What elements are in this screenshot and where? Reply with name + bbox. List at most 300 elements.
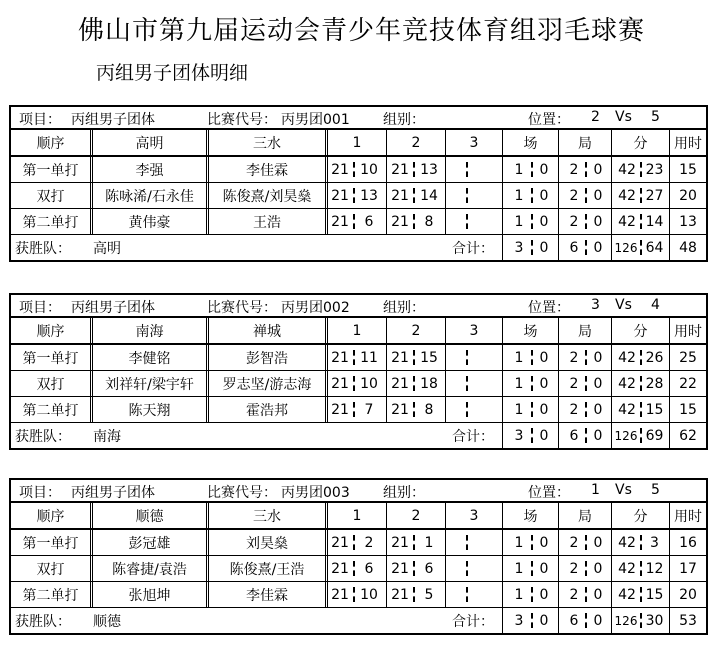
- player-b: 王浩: [253, 214, 281, 231]
- g2-b: 5: [424, 586, 434, 603]
- position-label: 位置：: [528, 485, 570, 501]
- table-row: [11, 183, 706, 209]
- p-b: 23: [645, 161, 664, 178]
- matches-header: 场: [523, 323, 538, 340]
- column-divider: [558, 556, 559, 581]
- g1-a: 21: [331, 586, 349, 603]
- player-a: 张旭坤: [128, 587, 171, 604]
- c-b: 0: [539, 534, 549, 551]
- column-divider: [669, 556, 670, 581]
- sum-j-b: 0: [593, 612, 603, 629]
- j-a: 2: [569, 213, 579, 230]
- column-divider: [669, 530, 670, 555]
- column-divider: [669, 130, 670, 155]
- column-divider: [386, 209, 387, 234]
- match-table: [9, 105, 708, 262]
- c-b: 0: [539, 401, 549, 418]
- project-value: 丙组男子团体: [71, 300, 155, 316]
- j-b: 0: [593, 349, 603, 366]
- c-a: 1: [514, 187, 524, 204]
- player-b: 彭智浩: [246, 350, 288, 367]
- code-label: 比赛代号：: [207, 300, 277, 316]
- column-divider: [90, 209, 93, 234]
- column-divider: [669, 157, 670, 182]
- column-divider: [386, 582, 387, 607]
- g1-b: 6: [364, 213, 374, 230]
- column-divider: [325, 209, 328, 234]
- column-divider: [386, 503, 387, 528]
- column-divider: [558, 582, 559, 607]
- team-a-name: 南海: [135, 323, 164, 340]
- position-b: 5: [651, 109, 660, 125]
- c-b: 0: [539, 349, 549, 366]
- column-divider: [669, 423, 670, 448]
- g1-b: 10: [360, 375, 378, 392]
- match-info-row: [11, 480, 706, 503]
- game1-header: 1: [352, 134, 362, 151]
- p-a: 42: [618, 161, 636, 178]
- sum-c-b: 0: [539, 612, 549, 629]
- game1-header: 1: [352, 507, 362, 524]
- match-table: [9, 293, 708, 450]
- column-divider: [502, 183, 503, 208]
- c-a: 1: [514, 534, 524, 551]
- sum-c-a: 3: [514, 239, 524, 256]
- column-divider: [325, 582, 328, 607]
- order-cell: 第二单打: [22, 214, 79, 231]
- player-a: 李健铭: [128, 350, 171, 367]
- p-b: 15: [645, 586, 664, 603]
- p-b: 14: [645, 213, 664, 230]
- header-row: [11, 503, 706, 530]
- game3-header: 3: [469, 507, 479, 524]
- g1-a: 21: [331, 375, 349, 392]
- column-divider: [445, 157, 446, 182]
- player-b: 刘昊燊: [246, 535, 288, 552]
- table-row: [11, 209, 706, 235]
- g1-a: 21: [331, 534, 349, 551]
- sum-j-a: 6: [569, 427, 579, 444]
- time-cell: 16: [679, 534, 697, 551]
- c-a: 1: [514, 213, 524, 230]
- g2-a: 21: [391, 213, 409, 230]
- j-b: 0: [593, 401, 603, 418]
- table-row: [11, 371, 706, 397]
- sum-c-a: 3: [514, 612, 524, 629]
- order-cell: 第一单打: [22, 535, 79, 552]
- column-divider: [90, 530, 93, 555]
- j-a: 2: [569, 401, 579, 418]
- sum-p-b: 64: [645, 239, 664, 256]
- p-b: 15: [645, 401, 664, 418]
- g1-b: 10: [360, 586, 378, 603]
- column-divider: [502, 130, 503, 155]
- g2-a: 21: [391, 560, 409, 577]
- column-divider: [90, 503, 93, 528]
- column-divider: [669, 503, 670, 528]
- project-value: 丙组男子团体: [71, 112, 155, 128]
- column-divider: [611, 582, 612, 607]
- column-divider: [502, 530, 503, 555]
- column-divider: [90, 556, 93, 581]
- g1-b: 11: [360, 349, 378, 366]
- order-cell: 双打: [36, 188, 65, 205]
- column-divider: [445, 503, 446, 528]
- column-divider: [611, 235, 612, 260]
- player-a: 李强: [135, 162, 164, 179]
- p-b: 12: [645, 560, 664, 577]
- column-divider: [90, 345, 93, 370]
- score-separator: [466, 561, 468, 576]
- column-divider: [386, 530, 387, 555]
- order-cell: 第二单打: [22, 402, 79, 419]
- sum-p-a: 126: [614, 240, 638, 255]
- points-header: 分: [633, 508, 648, 525]
- p-b: 3: [650, 534, 659, 551]
- c-b: 0: [539, 161, 549, 178]
- page-subtitle: 丙组男子团体明细: [96, 62, 249, 84]
- player-b: 陈俊熹/刘昊燊: [222, 188, 312, 205]
- column-divider: [611, 608, 612, 633]
- column-divider: [502, 157, 503, 182]
- j-a: 2: [569, 161, 579, 178]
- table-row: [11, 556, 706, 582]
- column-divider: [502, 503, 503, 528]
- sum-j-a: 6: [569, 239, 579, 256]
- column-divider: [445, 130, 446, 155]
- p-a: 42: [618, 401, 636, 418]
- player-a: 陈睿捷/袁浩: [112, 561, 187, 578]
- position-b: 4: [651, 297, 660, 313]
- summary-row: [11, 235, 706, 260]
- score-separator: [466, 188, 468, 203]
- player-b: 李佳霖: [246, 162, 288, 179]
- column-divider: [558, 209, 559, 234]
- column-divider: [502, 423, 503, 448]
- total-label: 合计：: [452, 240, 494, 257]
- column-divider: [325, 318, 328, 343]
- sum-p-b: 69: [645, 427, 664, 444]
- team-a-name: 顺德: [135, 508, 164, 525]
- column-divider: [558, 235, 559, 260]
- column-divider: [611, 556, 612, 581]
- score-separator: [466, 376, 468, 391]
- column-divider: [325, 157, 328, 182]
- sum-p-b: 30: [645, 612, 664, 629]
- group-label: 组别：: [383, 112, 425, 128]
- sum-time: 53: [679, 612, 697, 629]
- column-divider: [206, 582, 209, 607]
- matches-header: 场: [523, 508, 538, 525]
- position-a: 3: [591, 297, 600, 313]
- time-header: 用时: [674, 135, 702, 152]
- player-b: 霍浩邦: [246, 402, 288, 419]
- winner-value: 南海: [93, 428, 121, 445]
- column-divider: [325, 397, 328, 422]
- j-b: 0: [593, 187, 603, 204]
- table-row: [11, 582, 706, 608]
- column-divider: [445, 582, 446, 607]
- order-cell: 双打: [36, 376, 65, 393]
- p-a: 42: [618, 349, 636, 366]
- games-header: 局: [578, 135, 592, 152]
- g1-a: 21: [331, 213, 349, 230]
- time-cell: 13: [679, 213, 697, 230]
- time-cell: 17: [679, 560, 697, 577]
- column-divider: [502, 318, 503, 343]
- c-a: 1: [514, 349, 524, 366]
- team-b-name: 三水: [253, 135, 281, 152]
- j-a: 2: [569, 349, 579, 366]
- column-divider: [558, 530, 559, 555]
- page-title: 佛山市第九届运动会青少年竞技体育组羽毛球赛: [78, 16, 646, 46]
- p-b: 26: [645, 349, 664, 366]
- score-separator: [466, 214, 468, 229]
- order-cell: 第二单打: [22, 587, 79, 604]
- team-b-name: 三水: [253, 508, 281, 525]
- sum-time: 48: [679, 239, 697, 256]
- g2-a: 21: [391, 187, 409, 204]
- g1-a: 21: [331, 401, 349, 418]
- column-divider: [558, 157, 559, 182]
- column-divider: [206, 318, 209, 343]
- g2-b: 6: [424, 560, 434, 577]
- column-divider: [206, 371, 209, 396]
- matches-header: 场: [523, 135, 538, 152]
- games-header: 局: [578, 508, 592, 525]
- position-label: 位置：: [528, 112, 570, 128]
- sum-c-b: 0: [539, 427, 549, 444]
- position-a: 2: [591, 109, 600, 125]
- table-row: [11, 397, 706, 423]
- time-header: 用时: [674, 323, 702, 340]
- j-b: 0: [593, 560, 603, 577]
- p-a: 42: [618, 586, 636, 603]
- points-header: 分: [633, 323, 648, 340]
- column-divider: [502, 397, 503, 422]
- time-cell: 15: [679, 161, 697, 178]
- team-b-name: 禅城: [253, 323, 281, 340]
- g1-b: 10: [360, 161, 378, 178]
- g2-b: 1: [424, 534, 434, 551]
- table-row: [11, 345, 706, 371]
- column-divider: [669, 608, 670, 633]
- g2-b: 14: [420, 187, 438, 204]
- order-header: 顺序: [36, 135, 65, 152]
- sum-j-b: 0: [593, 427, 603, 444]
- column-divider: [669, 318, 670, 343]
- vs-label: Vs: [615, 297, 632, 313]
- column-divider: [325, 556, 328, 581]
- score-separator: [466, 587, 468, 602]
- column-divider: [206, 345, 209, 370]
- p-a: 42: [618, 375, 636, 392]
- winner-label: 获胜队：: [15, 428, 71, 445]
- column-divider: [445, 318, 446, 343]
- group-label: 组别：: [383, 485, 425, 501]
- p-a: 42: [618, 187, 636, 204]
- j-b: 0: [593, 534, 603, 551]
- column-divider: [669, 345, 670, 370]
- column-divider: [206, 183, 209, 208]
- match-table: [9, 478, 708, 635]
- g2-a: 21: [391, 401, 409, 418]
- g2-a: 21: [391, 161, 409, 178]
- c-b: 0: [539, 213, 549, 230]
- column-divider: [611, 530, 612, 555]
- column-divider: [558, 318, 559, 343]
- column-divider: [325, 345, 328, 370]
- column-divider: [325, 530, 328, 555]
- column-divider: [206, 130, 209, 155]
- g1-a: 21: [331, 161, 349, 178]
- g2-a: 21: [391, 586, 409, 603]
- column-divider: [386, 397, 387, 422]
- match-info-row: [11, 107, 706, 130]
- p-a: 42: [618, 534, 636, 551]
- column-divider: [206, 503, 209, 528]
- total-label: 合计：: [452, 613, 494, 630]
- column-divider: [502, 608, 503, 633]
- column-divider: [611, 157, 612, 182]
- g2-b: 18: [420, 375, 438, 392]
- project-label: 项目：: [19, 112, 61, 128]
- score-separator: [466, 402, 468, 417]
- column-divider: [611, 183, 612, 208]
- g1-b: 13: [360, 187, 378, 204]
- winner-label: 获胜队：: [15, 240, 71, 257]
- column-divider: [206, 157, 209, 182]
- p-b: 27: [645, 187, 664, 204]
- column-divider: [611, 345, 612, 370]
- column-divider: [611, 397, 612, 422]
- g2-b: 15: [420, 349, 438, 366]
- table-row: [11, 530, 706, 556]
- column-divider: [669, 209, 670, 234]
- code-value: 丙男团003: [281, 485, 350, 501]
- column-divider: [386, 183, 387, 208]
- code-value: 丙男团002: [281, 300, 350, 316]
- game3-header: 3: [469, 322, 479, 339]
- project-label: 项目：: [19, 485, 61, 501]
- column-divider: [558, 183, 559, 208]
- column-divider: [611, 318, 612, 343]
- time-cell: 15: [679, 401, 697, 418]
- time-header: 用时: [674, 508, 702, 525]
- column-divider: [90, 157, 93, 182]
- j-a: 2: [569, 187, 579, 204]
- code-value: 丙男团001: [281, 112, 350, 128]
- project-label: 项目：: [19, 300, 61, 316]
- order-header: 顺序: [36, 323, 65, 340]
- column-divider: [502, 556, 503, 581]
- match-info-row: [11, 295, 706, 318]
- g1-b: 6: [364, 560, 374, 577]
- g1-b: 2: [364, 534, 374, 551]
- j-a: 2: [569, 586, 579, 603]
- column-divider: [502, 209, 503, 234]
- column-divider: [669, 371, 670, 396]
- winner-value: 顺德: [93, 613, 121, 630]
- column-divider: [611, 371, 612, 396]
- player-b: 陈俊熹/王浩: [229, 561, 305, 578]
- order-cell: 双打: [36, 561, 65, 578]
- time-cell: 25: [679, 349, 697, 366]
- column-divider: [90, 183, 93, 208]
- sum-j-a: 6: [569, 612, 579, 629]
- group-label: 组别：: [383, 300, 425, 316]
- column-divider: [502, 582, 503, 607]
- game3-header: 3: [469, 134, 479, 151]
- position-label: 位置：: [528, 300, 570, 316]
- column-divider: [502, 345, 503, 370]
- column-divider: [445, 556, 446, 581]
- column-divider: [206, 556, 209, 581]
- g1-a: 21: [331, 187, 349, 204]
- game2-header: 2: [411, 322, 421, 339]
- g2-b: 13: [420, 161, 438, 178]
- column-divider: [558, 608, 559, 633]
- vs-label: Vs: [615, 482, 632, 498]
- column-divider: [206, 397, 209, 422]
- c-b: 0: [539, 560, 549, 577]
- player-b: 罗志坚/游志海: [222, 376, 312, 393]
- column-divider: [445, 183, 446, 208]
- project-value: 丙组男子团体: [71, 485, 155, 501]
- column-divider: [445, 530, 446, 555]
- column-divider: [325, 183, 328, 208]
- order-cell: 第一单打: [22, 162, 79, 179]
- column-divider: [386, 130, 387, 155]
- sum-p-a: 126: [614, 428, 638, 443]
- column-divider: [325, 503, 328, 528]
- vs-label: Vs: [615, 109, 632, 125]
- column-divider: [386, 556, 387, 581]
- j-b: 0: [593, 586, 603, 603]
- column-divider: [558, 371, 559, 396]
- column-divider: [90, 318, 93, 343]
- code-label: 比赛代号：: [207, 485, 277, 501]
- time-cell: 20: [679, 586, 697, 603]
- column-divider: [669, 235, 670, 260]
- column-divider: [325, 130, 328, 155]
- sum-c-b: 0: [539, 239, 549, 256]
- column-divider: [206, 530, 209, 555]
- player-a: 陈咏浠/石永佳: [105, 188, 194, 205]
- player-a: 彭冠雄: [128, 535, 171, 552]
- time-cell: 20: [679, 187, 697, 204]
- p-a: 42: [618, 213, 636, 230]
- g2-b: 8: [424, 401, 434, 418]
- winner-value: 高明: [93, 240, 121, 257]
- header-row: [11, 318, 706, 345]
- g2-a: 21: [391, 534, 409, 551]
- game2-header: 2: [411, 134, 421, 151]
- time-cell: 22: [679, 375, 697, 392]
- player-a: 陈天翔: [128, 402, 171, 419]
- column-divider: [386, 345, 387, 370]
- column-divider: [669, 183, 670, 208]
- column-divider: [611, 503, 612, 528]
- column-divider: [502, 235, 503, 260]
- score-separator: [466, 350, 468, 365]
- c-b: 0: [539, 375, 549, 392]
- summary-row: [11, 423, 706, 448]
- g2-a: 21: [391, 349, 409, 366]
- player-a: 刘祥轩/梁宇轩: [105, 376, 194, 393]
- position-b: 5: [651, 482, 660, 498]
- order-cell: 第一单打: [22, 350, 79, 367]
